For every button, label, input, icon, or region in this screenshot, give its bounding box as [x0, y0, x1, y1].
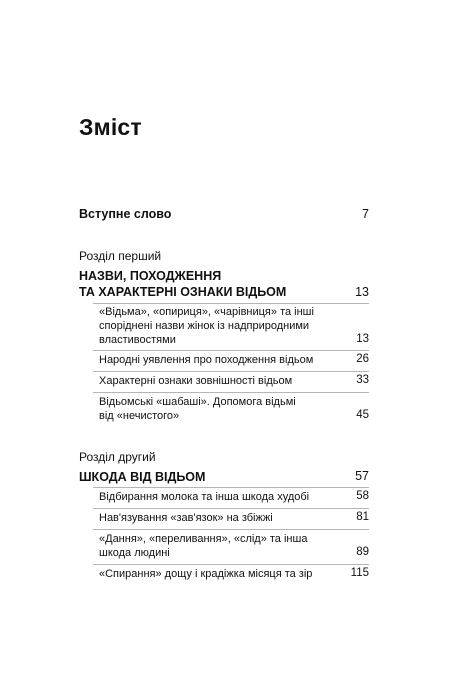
toc-entry — [99, 532, 307, 560]
section-2-title-line: ШКОДА ВІД ВІДЬОМ — [79, 470, 206, 484]
toc-entry — [99, 395, 296, 423]
toc-rule — [93, 508, 369, 509]
page-title: Зміст — [79, 114, 142, 140]
toc-entry-page: 58 — [356, 490, 369, 502]
toc-entry — [99, 511, 273, 525]
toc-entry-line: шкода людині — [99, 547, 170, 559]
toc-entry-page: 26 — [356, 353, 369, 365]
toc-entry-page: 115 — [350, 567, 369, 579]
toc-entry-line: Нав'язування «зав'язок» на збіжжі — [99, 512, 273, 524]
toc-rule — [93, 350, 369, 351]
toc-entry-line: від «нечистого» — [99, 410, 180, 422]
toc-rule — [93, 303, 369, 304]
toc-entry-page: 33 — [356, 374, 369, 386]
toc-entry — [99, 374, 292, 388]
toc-entry — [99, 490, 309, 504]
toc-entry-line: Характерні ознаки зовнішності відьом — [99, 375, 293, 387]
toc-rule — [93, 529, 369, 530]
toc-entry-line: «Відьма», «опириця», «чарівниця» та інші — [99, 306, 314, 318]
section-1-title-line: НАЗВИ, ПОХОДЖЕННЯ — [79, 269, 222, 283]
section-1-part-label: Розділ перший — [79, 249, 162, 263]
toc-entry-page: 81 — [356, 511, 369, 523]
section-2-title — [79, 469, 205, 485]
toc-intro-page: 7 — [362, 207, 369, 221]
toc-entry — [99, 353, 313, 367]
toc-entry-page: 89 — [356, 546, 369, 558]
toc-rule — [93, 392, 369, 393]
toc-entry-page: 45 — [356, 409, 369, 421]
section-2-part-label: Розділ другий — [79, 450, 156, 464]
section-1-title-line: ТА ХАРАКТЕРНІ ОЗНАКИ ВІДЬОМ — [79, 285, 287, 299]
toc-entry-line: «Спирання» дощу і крадіжка місяця та зір — [99, 568, 313, 580]
toc-rule — [93, 371, 369, 372]
section-1-page: 13 — [355, 285, 369, 299]
section-1-title — [79, 268, 286, 300]
toc-intro-label: Вступне слово — [79, 207, 172, 221]
toc-rule — [93, 487, 369, 488]
toc-entry-line: Відьомські «шабаші». Допомога відьмі — [99, 396, 296, 408]
toc-entry — [99, 305, 314, 347]
toc-entry-line: споріднені назви жінок із надприродними — [99, 320, 310, 332]
toc-rule — [93, 564, 369, 565]
toc-entry-line: «Дання», «переливання», «слід» та інша — [99, 533, 308, 545]
toc-entry-line: Відбирання молока та інша шкода худобі — [99, 491, 310, 503]
toc-entry-line: властивостями — [99, 334, 176, 346]
section-2-page: 57 — [355, 469, 369, 483]
toc-entry — [99, 567, 312, 581]
toc-entry-line: Народні уявлення про походження відьом — [99, 354, 314, 366]
toc-entry-page: 13 — [356, 333, 369, 345]
